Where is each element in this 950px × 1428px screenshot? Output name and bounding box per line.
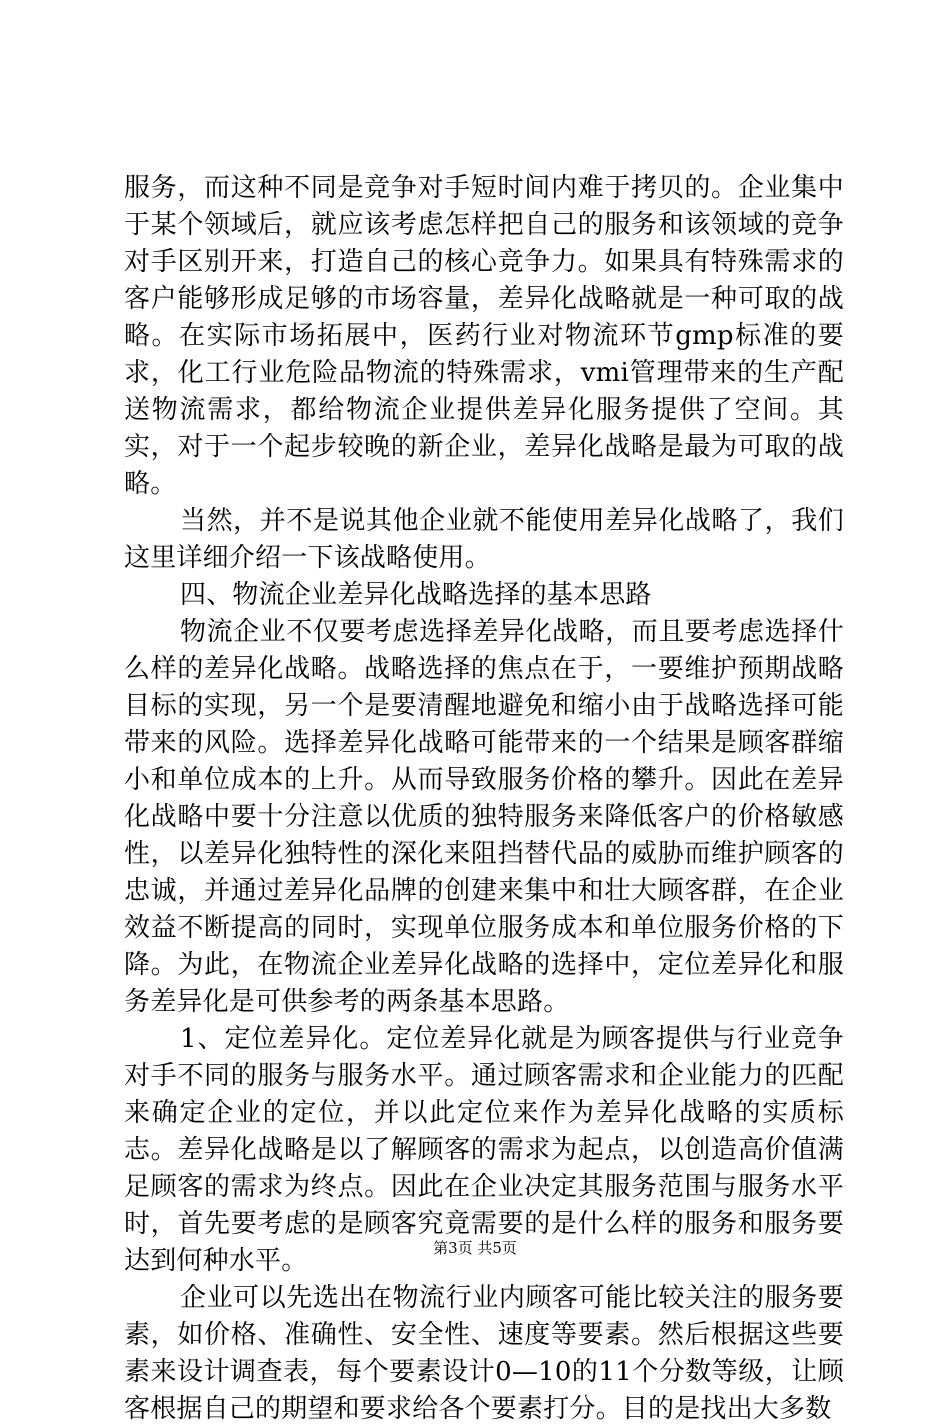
paragraph-6: 企业可以先选出在物流行业内顾客可能比较关注的服务要素，如价格、准确性、安全性、速度等要素。然后根据这些要素来设计调查表，每个要素设计0—10的11个分数等级，让顾客根据自己的期望和要求给各个要素打分。目的是找出大多数 [124, 1283, 844, 1424]
paragraph-1: 服务，而这种不同是竞争对手短时间内难于拷贝的。企业集中于某个领域后，就应该考虑怎样把自己的服务和该领域的竞争对手区别开来，打造自己的核心竞争力。如果具有特殊需求的客户能够形成足够的市场容量，差异化战略就是一种可取的战略。在实际市场拓展中，医药行业对物流环节gmp标准的要求，化工行业危险品物流的特殊需求，vmi管理带来的生产配送物流需求，都给物流企业提供差异化服务提供了空间。其实，对于一个起步较晚的新企业，差异化战略是最为可取的战略。 [124, 173, 844, 499]
paragraph-4: 物流企业不仅要考虑选择差异化战略，而且要考虑选择什么样的差异化战略。战略选择的焦点在于，一要维护预期战略目标的实现，另一个是要清醒地避免和缩小由于战略选择可能带来的风险。选择差异化战略可能带来的一个结果是顾客群缩小和单位成本的上升。从而导致服务价格的攀升。因此在差异化战略中要十分注意以优质的独特服务来降低客户的价格敏感性，以差异化独特性的深化来阻挡替代品的威胁而维护顾客的忠诚，并通过差异化品牌的创建来集中和壮大顾客群，在企业效益不断提高的同时，实现单位服务成本和单位服务价格的下降。为此，在物流企业差异化战略的选择中，定位差异化和服务差异化是可供参考的两条基本思路。 [124, 617, 844, 1017]
paragraph-5: 1、定位差异化。定位差异化就是为顾客提供与行业竞争对手不同的服务与服务水平。通过顾客需求和企业能力的匹配来确定企业的定位，并以此定位来作为差异化战略的实质标志。差异化战略是以了解顾客的需求为起点，以创造高价值满足顾客的需求为终点。因此在企业决定其服务范围与服务水平时，首先要考虑的是顾客究竟需要的是什么样的服务和服务要达到何种水平。 [124, 1024, 844, 1276]
section-heading: 四、物流企业差异化战略选择的基本思路 [180, 580, 652, 610]
paragraph-2: 当然，并不是说其他企业就不能使用差异化战略了，我们这里详细介绍一下该战略使用。 [124, 506, 844, 573]
page-footer: 第3页 共5页 [433, 1239, 517, 1257]
